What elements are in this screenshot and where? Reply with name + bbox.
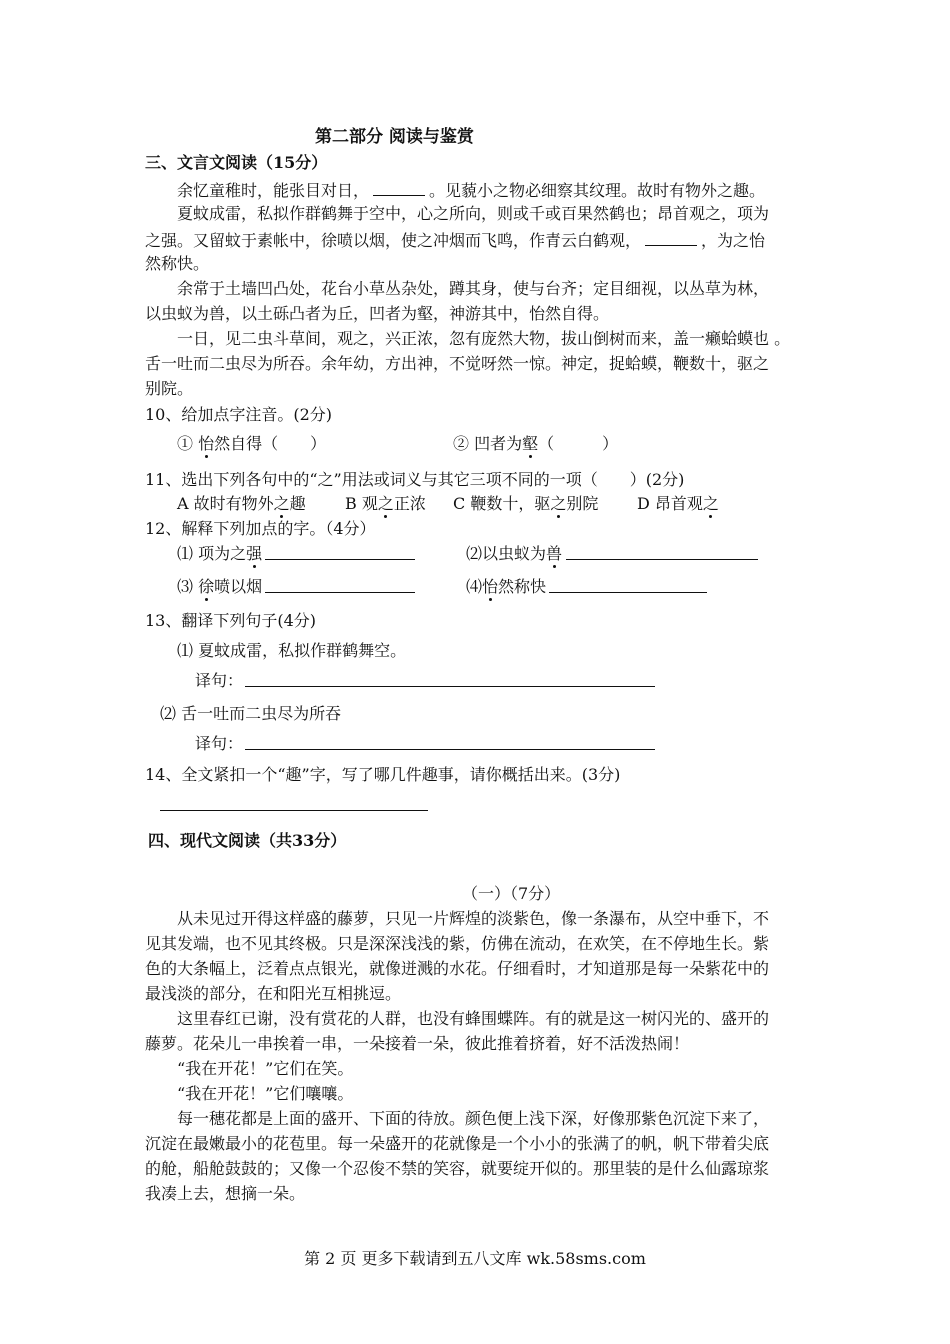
- question-12-stem: 12、解释下列加点的字。（4分）: [145, 519, 376, 538]
- page-footer: 第 2 页 更多下载请到五八文库 wk.58sms.com: [304, 1249, 646, 1268]
- question-11-stem: 11、选出下列各句中的“之”用法或词义与其它三项不同的一项（ ）(2分): [145, 470, 685, 489]
- passage-paragraph-line: 余常于土墙凹凸处，花台小草丛杂处，蹲其身，使与台齐；定目细视，以丛草为林，: [177, 279, 770, 298]
- passage-paragraph-line: 以虫蚁为兽，以土砾凸者为丘，凹者为壑，神游其中，怡然自得。: [145, 304, 610, 323]
- question-10-item-a: ① 怡然自得（ ）: [177, 434, 327, 453]
- passage-paragraph-line: 别院。: [145, 379, 194, 398]
- passage-paragraph-line: “我在开花！”它们嚷嚷。: [177, 1084, 354, 1103]
- section4-heading: 四、现代文阅读（共33分）: [148, 831, 347, 850]
- passage-paragraph-line: 然称快。: [145, 254, 210, 273]
- passage-paragraph-line: 舌一吐而二虫尽为所吞。余年幼，方出神，不觉呀然一惊。神定，捉蛤蟆，鞭数十，驱之: [145, 354, 770, 373]
- passage-paragraph-line: 每一穗花都是上面的盛开、下面的待放。颜色便上浅下深，好像那紫色沉淀下来了，: [177, 1109, 770, 1128]
- question-10-stem: 10、给加点字注音。(2分): [145, 405, 333, 424]
- passage-paragraph-line: 见其发端，也不见其终极。只是深深浅浅的紫，仿佛在流动，在欢笑，在不停地生长。紫: [145, 934, 770, 953]
- part-title: 第二部分 阅读与鉴赏: [315, 127, 474, 147]
- question-11-option-a[interactable]: A 故时有物外之趣: [177, 494, 306, 513]
- question-14-stem: 14、全文紧扣一个“趣”字，写了哪几件趣事，请你概括出来。(3分): [145, 765, 621, 784]
- question-11-option-d[interactable]: D 昂首观之: [637, 494, 719, 513]
- answer-line[interactable]: [265, 559, 415, 560]
- translate-label: 译句：: [195, 671, 244, 690]
- answer-line[interactable]: [245, 749, 655, 750]
- question-10-item-b: ② 凹者为壑（ ）: [453, 434, 619, 453]
- answer-line[interactable]: [245, 686, 655, 687]
- passage-paragraph-line: 夏蚊成雷，私拟作群鹤舞于空中，心之所向，则或千或百果然鹤也；昂首观之，项为: [177, 204, 770, 223]
- passage-paragraph-line: “我在开花！”它们在笑。: [177, 1059, 354, 1078]
- translate-label: 译句：: [195, 734, 244, 753]
- passage-paragraph-line: 沉淀在最嫩最小的花苞里。每一朵盛开的花就像是一个小小的张满了的帆，帆下带着尖底: [145, 1134, 770, 1153]
- section3-heading: 三、文言文阅读（15分）: [145, 153, 328, 172]
- passage-paragraph-line: 最浅淡的部分，在和阳光互相挑逗。: [145, 984, 402, 1003]
- answer-line[interactable]: [566, 559, 758, 560]
- question-11-option-b[interactable]: B 观之正浓: [345, 494, 426, 513]
- passage-paragraph-line: 我凑上去，想摘一朵。: [145, 1184, 306, 1203]
- passage-paragraph-line: 之强。又留蚊于素帐中，徐喷以烟，使之冲烟而飞鸣，作青云白鹤观， ，为之怡: [145, 227, 765, 253]
- passage-paragraph-line: 色的大条幅上，泛着点点银光，就像迸溅的水花。仔细看时，才知道那是每一朵紫花中的: [145, 959, 770, 978]
- question-12-item-1: ⑴ 项为之强: [177, 544, 263, 563]
- answer-line[interactable]: [265, 592, 415, 593]
- answer-blank[interactable]: [373, 177, 425, 196]
- question-12-item-4: ⑷怡然称快: [466, 577, 547, 596]
- passage-paragraph-line: 一日，见二虫斗草间，观之，兴正浓，忽有庞然大物，拔山倒树而来，盖一癞蛤蟆也 。: [177, 329, 791, 348]
- question-12-item-3: ⑶ 徐喷以烟: [177, 577, 263, 596]
- question-13-stem: 13、翻译下列句子(4分): [145, 611, 317, 630]
- question-11-option-c[interactable]: C 鞭数十，驱之别院: [453, 494, 599, 513]
- answer-line[interactable]: [549, 592, 707, 593]
- question-12-item-2: ⑵以虫蚁为兽: [466, 544, 563, 563]
- question-13-sentence-2: ⑵ 舌一吐而二虫尽为所吞: [160, 704, 342, 723]
- passage-paragraph-line: 余忆童稚时，能张目对日， 。见藐小之物必细察其纹理。故时有物外之趣。: [177, 177, 765, 203]
- question-13-sentence-1: ⑴ 夏蚊成雷，私拟作群鹤舞空。: [177, 641, 407, 660]
- passage-paragraph-line: 的舱，船舱鼓鼓的；又像一个忍俊不禁的笑容，就要绽开似的。那里装的是什么仙露琼浆: [145, 1159, 770, 1178]
- answer-line[interactable]: [160, 810, 428, 811]
- section4-subheading: （一）（7分）: [462, 884, 561, 903]
- passage-paragraph-line: 从未见过开得这样盛的藤萝，只见一片辉煌的淡紫色，像一条瀑布，从空中垂下，不: [177, 909, 770, 928]
- passage-paragraph-line: 藤萝。花朵儿一串挨着一串，一朵接着一朵，彼此推着挤着，好不活泼热闹！: [145, 1034, 690, 1053]
- answer-blank[interactable]: [645, 227, 697, 246]
- passage-paragraph-line: 这里春红已谢，没有赏花的人群，也没有蜂围蝶阵。有的就是这一树闪光的、盛开的: [177, 1009, 770, 1028]
